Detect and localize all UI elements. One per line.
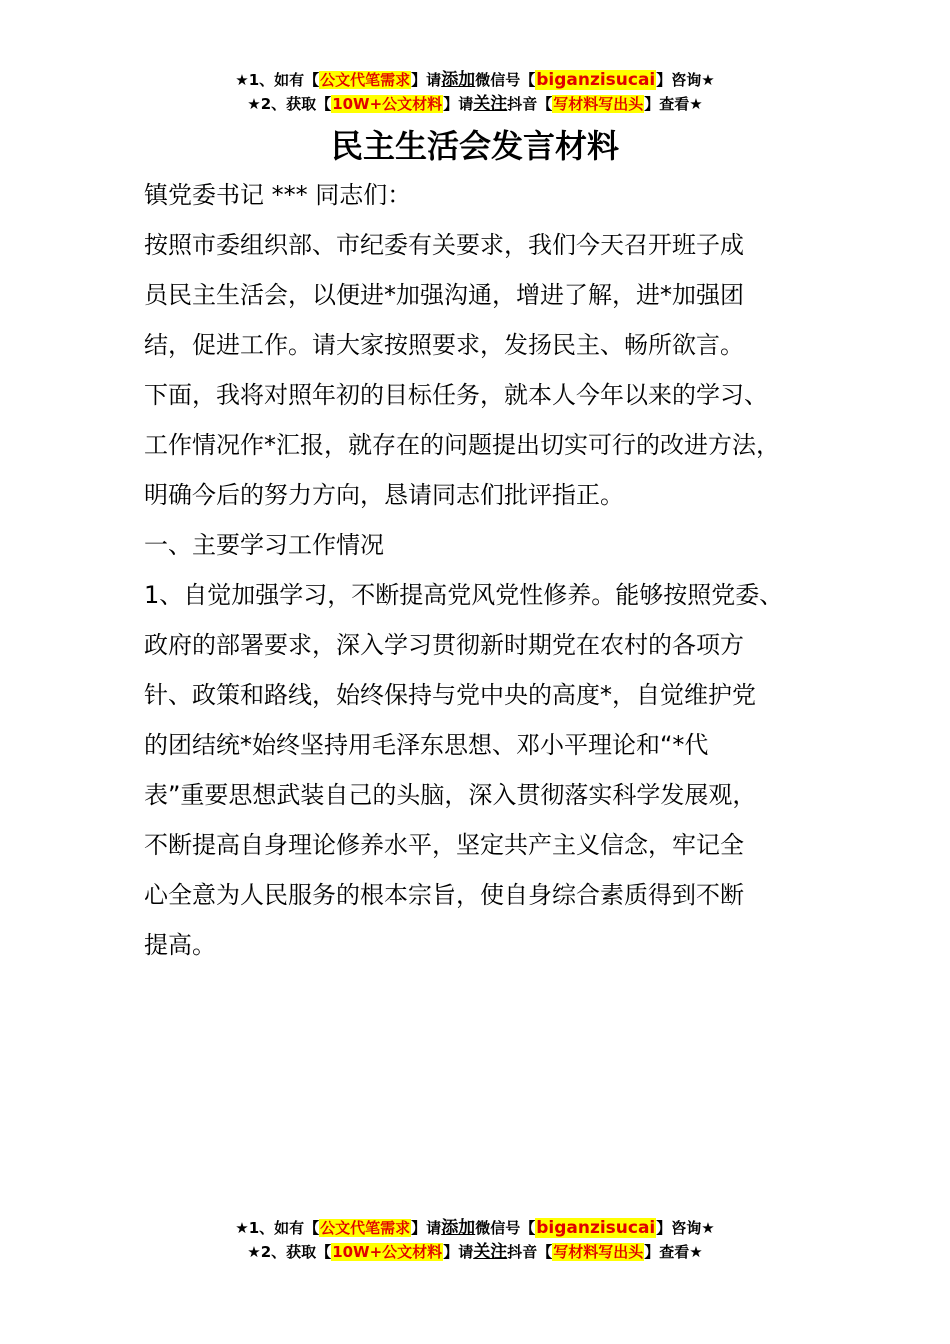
banner-line-1: [0, 68, 950, 92]
body-line: 不断提高自身理论修养水平，坚定共产主义信念，牢记全: [144, 831, 744, 859]
banner-line-1-wechat-id: biganzisucai: [536, 70, 656, 90]
section-heading: 一、主要学习工作情况: [144, 531, 384, 559]
banner-line-1-mid2: 微信号【: [475, 71, 536, 89]
banner-line-2-emphasis: 关注: [473, 1242, 508, 1262]
banner-line-2-highlight-materials: 10W+公文材料: [332, 1243, 443, 1261]
body-line: 1、自觉加强学习，不断提高党风党性修养。能够按照党委、: [144, 581, 784, 609]
banner-line-1: [0, 1216, 950, 1240]
banner-line-1-mid: 】请: [411, 1219, 442, 1237]
body-line: 工作情况作*汇报，就存在的问题提出切实可行的改进方法，: [144, 431, 780, 459]
banner-line-2-suffix: 】查看★: [644, 1243, 703, 1261]
body-line: 按照市委组织部、市纪委有关要求，我们今天召开班子成: [144, 231, 744, 259]
banner-line-2-douyin-account: 写材料写出头: [553, 95, 644, 113]
banner-line-2-emphasis: 关注: [473, 94, 508, 114]
body-line: 针、政策和路线，始终保持与党中央的高度*，自觉维护党: [144, 681, 756, 709]
banner-line-2-douyin-account: 写材料写出头: [553, 1243, 644, 1261]
banner-line-2-prefix: ★2、获取【: [247, 1243, 332, 1261]
banner-line-2-mid: 】请: [443, 95, 474, 113]
body-line: 员民主生活会，以便进*加强沟通，增进了解，进*加强团: [144, 281, 744, 309]
banner-line-1-highlight-service: 公文代笔需求: [320, 71, 411, 89]
body-line: 镇党委书记 *** 同志们：: [144, 181, 412, 209]
banner-line-2-mid2: 抖音【: [507, 95, 553, 113]
banner-line-1-mid: 】请: [411, 71, 442, 89]
banner-line-2-mid: 】请: [443, 1243, 474, 1261]
body-line: 明确今后的努力方向，恳请同志们批评指正。: [144, 481, 624, 509]
banner-line-2-suffix: 】查看★: [644, 95, 703, 113]
header-banner: [0, 68, 950, 116]
banner-line-1-wechat-id: biganzisucai: [536, 1218, 656, 1238]
banner-line-1-prefix: ★1、如有【: [235, 71, 320, 89]
banner-line-1-suffix: 】咨询★: [656, 71, 715, 89]
body-line: 的团结统*始终坚持用毛泽东思想、邓小平理论和“*代: [144, 731, 709, 759]
banner-line-1-prefix: ★1、如有【: [235, 1219, 320, 1237]
body-line: 结，促进工作。请大家按照要求，发扬民主、畅所欲言。: [144, 331, 744, 359]
banner-line-1-suffix: 】咨询★: [656, 1219, 715, 1237]
footer-banner: [0, 1216, 950, 1264]
banner-line-2-mid2: 抖音【: [507, 1243, 553, 1261]
banner-line-2-highlight-materials: 10W+公文材料: [332, 95, 443, 113]
body-line: 表”重要思想武装自己的头脑，深入贯彻落实科学发展观，: [144, 781, 757, 809]
banner-line-2: [0, 92, 950, 116]
body-line: 政府的部署要求，深入学习贯彻新时期党在农村的各项方: [144, 631, 744, 659]
banner-line-2: [0, 1240, 950, 1264]
body-line: 心全意为人民服务的根本宗旨，使自身综合素质得到不断: [144, 881, 744, 909]
banner-line-2-prefix: ★2、获取【: [247, 95, 332, 113]
banner-line-1-highlight-service: 公文代笔需求: [320, 1219, 411, 1237]
banner-line-1-emphasis: 添加: [441, 70, 476, 90]
document-body: [144, 170, 834, 970]
document-title: 民主生活会发言材料: [330, 127, 619, 165]
banner-line-1-emphasis: 添加: [441, 1218, 476, 1238]
banner-line-1-mid2: 微信号【: [475, 1219, 536, 1237]
body-line: 下面，我将对照年初的目标任务，就本人今年以来的学习、: [144, 381, 768, 409]
body-line: 提高。: [144, 931, 216, 959]
